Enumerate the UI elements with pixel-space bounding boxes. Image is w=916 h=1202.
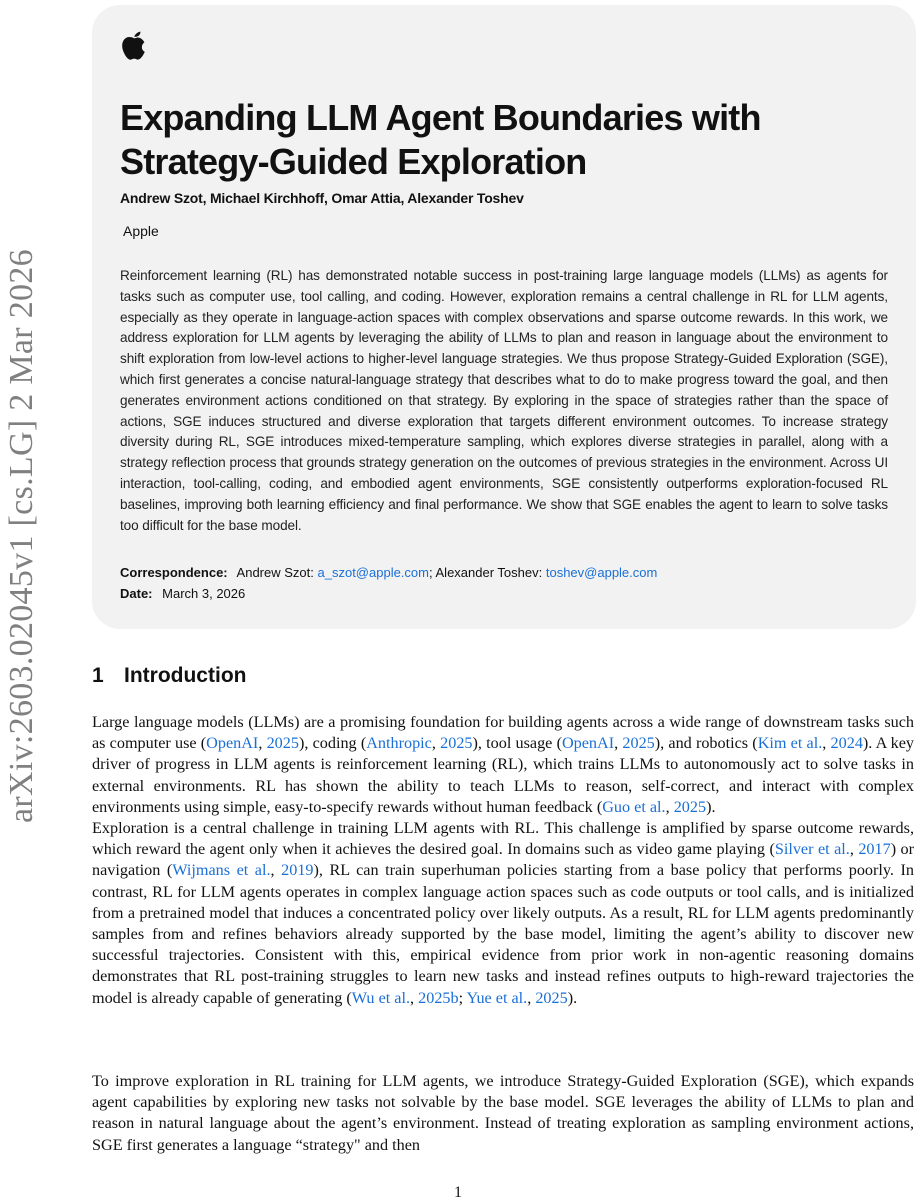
citation-link[interactable]: 2025 (622, 734, 655, 753)
intro-paragraph-3: To improve exploration in RL training for LLM agents, we introduce Strategy-Guided Exploration (SGE), which expands agent capabilities by exploring new tasks not solvable by the base model. SGE leverages the ability of LLMs to plan and reason in natural language about the agent’s environment. Instead of treating exploration as sampling environment actions, SGE first generates a language “strategy" and then (92, 1072, 914, 1154)
correspondence-separator: ; (428, 565, 433, 580)
paper-title: Expanding LLM Agent Boundaries with Strategy-Guided Exploration (120, 97, 761, 182)
citation-link[interactable]: 2025 (266, 734, 299, 753)
citation-link[interactable]: 2019 (281, 861, 314, 880)
abstract: Reinforcement learning (RL) has demonstrated notable success in post-training large language models (LLMs) as agents for tasks such as computer use, tool calling, and coding. However, exploration remains a central challenge in RL for LLM agents, especially as they operate in language-action spaces with complex observations and sparse outcome rewards. In this work, we address exploration for LLM agents by leveraging the ability of LLMs to plan and reason in language about the environment to shift exploration from low-level actions to higher-level language strategies. We thus propose Strategy-Guided Exploration (SGE), which first generates a concise natural-language strategy that describes what to do to make progress toward the goal, and then generates environment actions conditioned on that strategy. By exploring in the space of strategies rather than the space of actions, SGE induces structured and diverse exploration that targets different environment outcomes. To increase strategy diversity during RL, SGE introduces mixed-temperature sampling, which explores diverse strategies in parallel, along with a strategy reflection process that grounds strategy generation on the outcomes of previous strategies in the environment. Across UI interaction, tool-calling, coding, and embodied agent environments, SGE consistently outperforms exploration-focused RL baselines, improving both learning efficiency and final performance. We show that SGE enables the agent to learn to solve tasks too difficult for the base model. (120, 268, 888, 533)
correspondence-name-1: Andrew Szot: (236, 565, 314, 580)
correspondence-label: Correspondence: (120, 565, 228, 580)
citation-link[interactable]: Wijmans et al. (172, 861, 271, 880)
page-number: 1 (454, 1184, 462, 1201)
citation-link[interactable]: Wu et al. (351, 988, 411, 1007)
citation-link[interactable]: 2024 (830, 734, 863, 753)
citation-link[interactable]: Anthropic (366, 734, 432, 753)
affiliation: Apple (123, 223, 159, 239)
citation-link[interactable]: OpenAI (206, 734, 259, 753)
citation-link[interactable]: 2025b (418, 988, 459, 1007)
intro-paragraph-2: Exploration is a central challenge in training LLM agents with RL. This challenge is amplified by sparse outcome rewards, which reward the agent only when it achieves the desired goal. In domains such as video game playing (Silver et al., 2017) or navigation (Wijmans et al., 2019), RL can train superhuman policies starting from a base policy that performs poorly. In contrast, RL for LLM agents operates in complex language action spaces such as code outputs or tool calls, and is initialized from a pretrained model that induces a concentrated policy over likely outputs. As a result, RL for LLM agents predominantly samples from and refines behaviors already supported by the base model, limiting the agent’s ability to discover new successful trajectories. Consistent with this, empirical evidence from prior work in non-agentic reasoning domains demonstrates that RL post-training struggles to learn new tasks and instead refines outputs to high-reward trajectories the model is already capable of generating (Wu et al., 2025b; Yue et al., 2025). (92, 819, 915, 1007)
date-value: March 3, 2026 (162, 586, 246, 601)
correspondence-line (120, 565, 657, 580)
citation-link[interactable]: Kim et al. (757, 734, 823, 753)
section-number: 1 (92, 664, 104, 687)
citation-link[interactable]: Yue et al. (466, 988, 528, 1007)
section-heading-introduction (92, 664, 246, 688)
section-title: Introduction (124, 664, 247, 687)
correspondence-name-2: Alexander Toshev: (435, 565, 543, 580)
citation-link[interactable]: OpenAI (561, 734, 615, 753)
citation-link[interactable]: 2025 (535, 988, 568, 1007)
citation-link[interactable]: 2025 (440, 734, 473, 753)
date-line (120, 586, 245, 601)
date-label: Date: (120, 586, 153, 601)
email-link-szot[interactable]: a_szot@apple.com (317, 565, 429, 580)
intro-paragraph-1: Large language models (LLMs) are a promising foundation for building agents across a wide range of downstream tasks such as computer use (OpenAI, 2025), coding (Anthropic, 2025), tool usage (OpenAI, 2025), and robotics (Kim et al., 2024). A key driver of progress in LLM agents is reinforcement learning (RL), which trains LLMs to autonomously act to solve tasks in external environments. RL has shown the ability to teach LLMs to reason, self-correct, and interact with complex environments using simple, easy-to-specify rewards without human feedback (Guo et al., 2025). (92, 713, 915, 816)
author-list: Andrew Szot, Michael Kirchhoff, Omar Attia, Alexander Toshev (120, 190, 524, 206)
arxiv-identifier-stamp: arXiv:2603.02045v1 [cs.LG] 2 Mar 2026 (3, 249, 40, 823)
citation-link[interactable]: Silver et al. (774, 840, 850, 859)
apple-logo-icon (120, 28, 148, 62)
email-link-toshev[interactable]: toshev@apple.com (545, 565, 658, 580)
citation-link[interactable]: 2017 (858, 840, 891, 859)
citation-link[interactable]: 2025 (673, 797, 707, 816)
citation-link[interactable]: Guo et al. (602, 797, 666, 816)
